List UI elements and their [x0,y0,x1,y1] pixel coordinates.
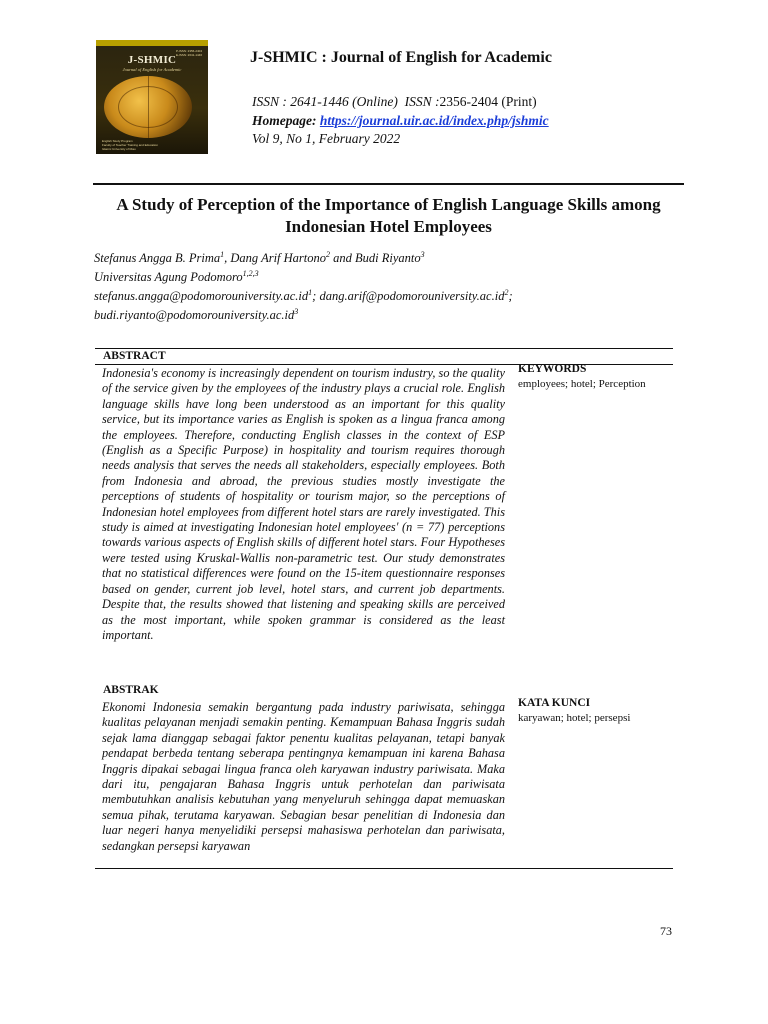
header-divider [93,183,684,185]
cover-journal-name: J-SHMIC [127,54,177,66]
globe-icon [104,76,192,138]
issn-print: 2356-2404 (Print) [439,94,537,109]
keywords-heading: KEYWORDS [518,363,587,375]
cover-subtitle: Journal of English for Academic [122,67,182,72]
author-names: Stefanus Angga B. Prima$^1$, Dang Arif Hartono$^2$ and Budi Riyanto$^3$ [94,249,425,265]
journal-title: J-SHMIC : Journal of English for Academic [250,49,552,66]
cover-footer: English Study Program Faculty of Teacher Training and Education Islamic University of Riau [102,139,158,151]
abstrak-heading: ABSTRAK [103,684,159,696]
cover-issn: P-ISSN: 2356-2404 E-ISSN: 2641-1446 [175,49,202,57]
abstrak-text: Ekonomi Indonesia semakin bergantung pada industry pariwisata, sehingga kualitas pelayanan menjadi semakin penting. Kemampuan Bahasa Inggris sudah sejak lama dianggap sebagai faktor penentu kualitas pelayanan, tetapi banyak pendapat berbeda tentang seberapa pentingnya kemampuan ini karena Bahasa Inggris dipakai sebagai lingua franca oleh karyawan industry pariwisata. Maka dari itu, pengajaran Bahasa Inggris untuk perhotelan dan pariwisata membutuhkan analisis kebutuhan yang menyeluruh sehingga dapat memuaskan semua pihak, terutama karyawan. Sebagian besar penelitian di Indonesia dan luar negeri hanya menyelidiki persepsi mahasiswa perhotelan dan pariwisata, sedangkan persepsi karyawan [102,700,505,853]
email-2[interactable]: dang.arif@podomorouniversity.ac.id [319,289,505,303]
affiliation: Universitas Agung Podomoro$^{1,2,3}$ [94,268,259,284]
issn-online: ISSN : 2641-1446 (Online) [252,94,398,109]
author-block [94,249,684,325]
kata-kunci-list: karyawan; hotel; persepsi [518,712,631,724]
kata-kunci-heading: KATA KUNCI [518,697,591,709]
issn-print-label: ISSN : [404,94,440,109]
page-number: 73 [660,924,672,938]
issn-line [252,94,537,110]
abstract-top-rule [95,348,673,349]
homepage-link[interactable]: https://journal.uir.ac.id/index.php/jshmic [319,113,549,128]
email-1[interactable]: stefanus.angga@podomorouniversity.ac.id [94,289,309,303]
author-emails-2: $budi.riyanto@podomorouniversity.ac.id^3$ [94,306,299,322]
cover-strip [96,40,208,46]
abstract-text: Indonesia's economy is increasingly dependent on tourism industry, so the quality of the service given by the employees of the industry plays a crucial role. English language skills have long been understood as an important for this quality service, but its importance varies as English is spoken as a lingua franca among the employees. Therefore, conducting English classes in the context of ESP (English as a Specific Purpose) in hospitality and tourism requires thorough needs analysis that serves the needs all stakeholders, especially employees. Both from Indonesia and abroad, the previous studies mostly investigate the perceptions of students of hospitality or tourism major, so the perceptions of Indonesian hotel employees from different hotel stars are rarely investigated. This study is aimed at investigating Indonesian hotel employees' (n = 77) perceptions towards various aspects of English skills of different hotel stars. Four Hypotheses were tested using Kruskal-Wallis non-parametric test. Our study demonstrates that no statistical differences were found on the 15-item questionnaire responses based on gender, current job level, hotel stars, and current job departments. Despite that, the results showed that listening and speaking skills are perceived as the most important, while spoken grammar is considered as the least important. [102,366,505,642]
homepage-line [252,113,549,129]
abstract-heading: ABSTRACT [103,350,166,362]
email-3[interactable]: budi.riyanto@podomorouniversity.ac.id [94,308,295,322]
abstract-bottom-rule [95,868,673,869]
volume-info: Vol 9, No 1, February 2022 [252,131,401,146]
article-title: A Study of Perception of the Importance of English Language Skills among Indonesian Hotel Employees [116,195,661,236]
keywords-list: employees; hotel; Perception [518,378,646,390]
journal-cover-image [96,40,208,154]
author-emails: $stefanus.angga@podomorouniversity.ac.id^1$; $dang.arif@podomorouniversity.ac.id^2$; [94,287,513,303]
homepage-label: Homepage: [252,113,317,128]
